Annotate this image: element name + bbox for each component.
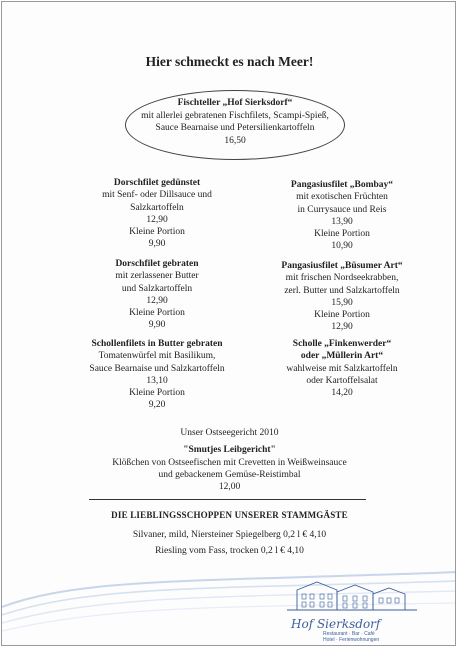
ostsee-dish-name: "Smutjes Leibgericht" [183, 445, 276, 456]
dish-pangasius-bombay [242, 179, 442, 253]
logo-line-2: Hotel · Ferienwohnungen [323, 637, 380, 643]
dish-schollenfilets [62, 338, 252, 412]
dish-dorsch-gebraten [62, 258, 252, 332]
page-title: Hier schmeckt es nach Meer! [145, 54, 314, 69]
dish-dorsch-geduenstet [62, 177, 252, 251]
dish-line: Salzkartoffeln [130, 202, 184, 213]
special-dish [125, 97, 345, 147]
logo-line-1: Restaurant · Bar · Café [323, 631, 375, 637]
dish-line: Kleine Portion [314, 229, 370, 240]
hotel-building-icon [277, 574, 427, 614]
special-price: 16,50 [224, 135, 246, 146]
dish-price: 12,90 [146, 295, 168, 306]
dish-price: 13,10 [146, 375, 168, 386]
dish-name: Schollenfilets in Butter gebraten [91, 339, 223, 349]
dish-name-alt: oder „Müllerin Art“ [300, 351, 384, 362]
dish-line: Kleine Portion [129, 308, 185, 319]
dish-price-small: 9,90 [148, 239, 166, 250]
dish-line: wahlweise mit Salzkartoffeln [286, 363, 398, 374]
drink-riesling: Riesling vom Fass, trocken 0,2 l € 4,10 [155, 546, 304, 556]
dish-line: Kleine Portion [314, 310, 370, 321]
dish-line: in Currysauce und Reis [297, 204, 387, 215]
dish-line: zerl. Butter und Salzkartoffeln [284, 285, 400, 296]
dish-pangasius-buesumer [242, 260, 442, 334]
dish-price-small: 9,20 [148, 400, 166, 411]
dish-line: mit frischen Nordseekrabben, [285, 273, 399, 284]
dish-name: Pangasiusfilet „Büsumer Art“ [281, 261, 403, 271]
dish-price-small: 12,90 [331, 322, 353, 333]
ostsee-desc-1: Klößchen von Ostseefischen mit Crevetten in Weißweinsauce [112, 457, 347, 468]
logo-name: Hof Sierksdorf [291, 617, 381, 631]
dish-line: Kleine Portion [129, 227, 185, 238]
special-name: Fischteller „Hof Sierksdorf“ [177, 98, 293, 108]
dish-scholle [242, 338, 442, 399]
dish-price-small: 10,90 [331, 241, 353, 252]
ostsee-intro: Unser Ostseegericht 2010 [180, 428, 279, 438]
dish-line: Tomatenwürfel mit Basilikum, [98, 351, 216, 362]
dish-line: Kleine Portion [129, 388, 185, 399]
divider [89, 499, 366, 500]
drink-silvaner: Silvaner, mild, Niersteiner Spiegelberg 0,2 l € 4,10 [132, 530, 327, 540]
ostsee-desc-2: und gebackenem Gemüse-Reistimbal [158, 469, 301, 480]
menu-page [1, 1, 456, 646]
dish-price: 15,90 [331, 297, 353, 308]
dish-line: mit exotischen Früchten [296, 192, 388, 203]
dish-price: 14,20 [331, 388, 353, 399]
special-desc-2: Sauce Bearnaise und Petersilienkartoffeln [155, 123, 315, 133]
dish-name: Dorschfilet gedünstet [113, 178, 201, 188]
ostsee-price: 12,00 [218, 482, 241, 493]
dish-line: Sauce Bearnaise und Salzkartoffeln [89, 363, 225, 374]
dish-price: 12,90 [146, 214, 168, 225]
dish-line: oder Kartoffelsalat [306, 375, 378, 386]
ostsee-section [2, 427, 456, 493]
dish-name: Scholle „Finkenwerder“ [292, 339, 392, 349]
dish-line: und Salzkartoffeln [121, 283, 193, 294]
dish-line: mit Senf- oder Dillsauce und [102, 190, 212, 201]
hof-sierksdorf-logo [277, 574, 427, 643]
dish-name: Pangasiusfilet „Bombay“ [290, 180, 394, 190]
dish-price-small: 9,90 [148, 320, 166, 331]
drinks-heading: DIE LIEBLINGSSCHOPPEN UNSERER STAMMGÄSTE [111, 510, 348, 520]
dish-line: mit zerlassener Butter [115, 271, 199, 282]
dish-price: 13,90 [331, 216, 353, 227]
special-desc-1: mit allerlei gebratenen Fischfilets, Scampi-Spieß, [141, 110, 329, 121]
dish-name: Dorschfilet gebraten [115, 259, 199, 269]
